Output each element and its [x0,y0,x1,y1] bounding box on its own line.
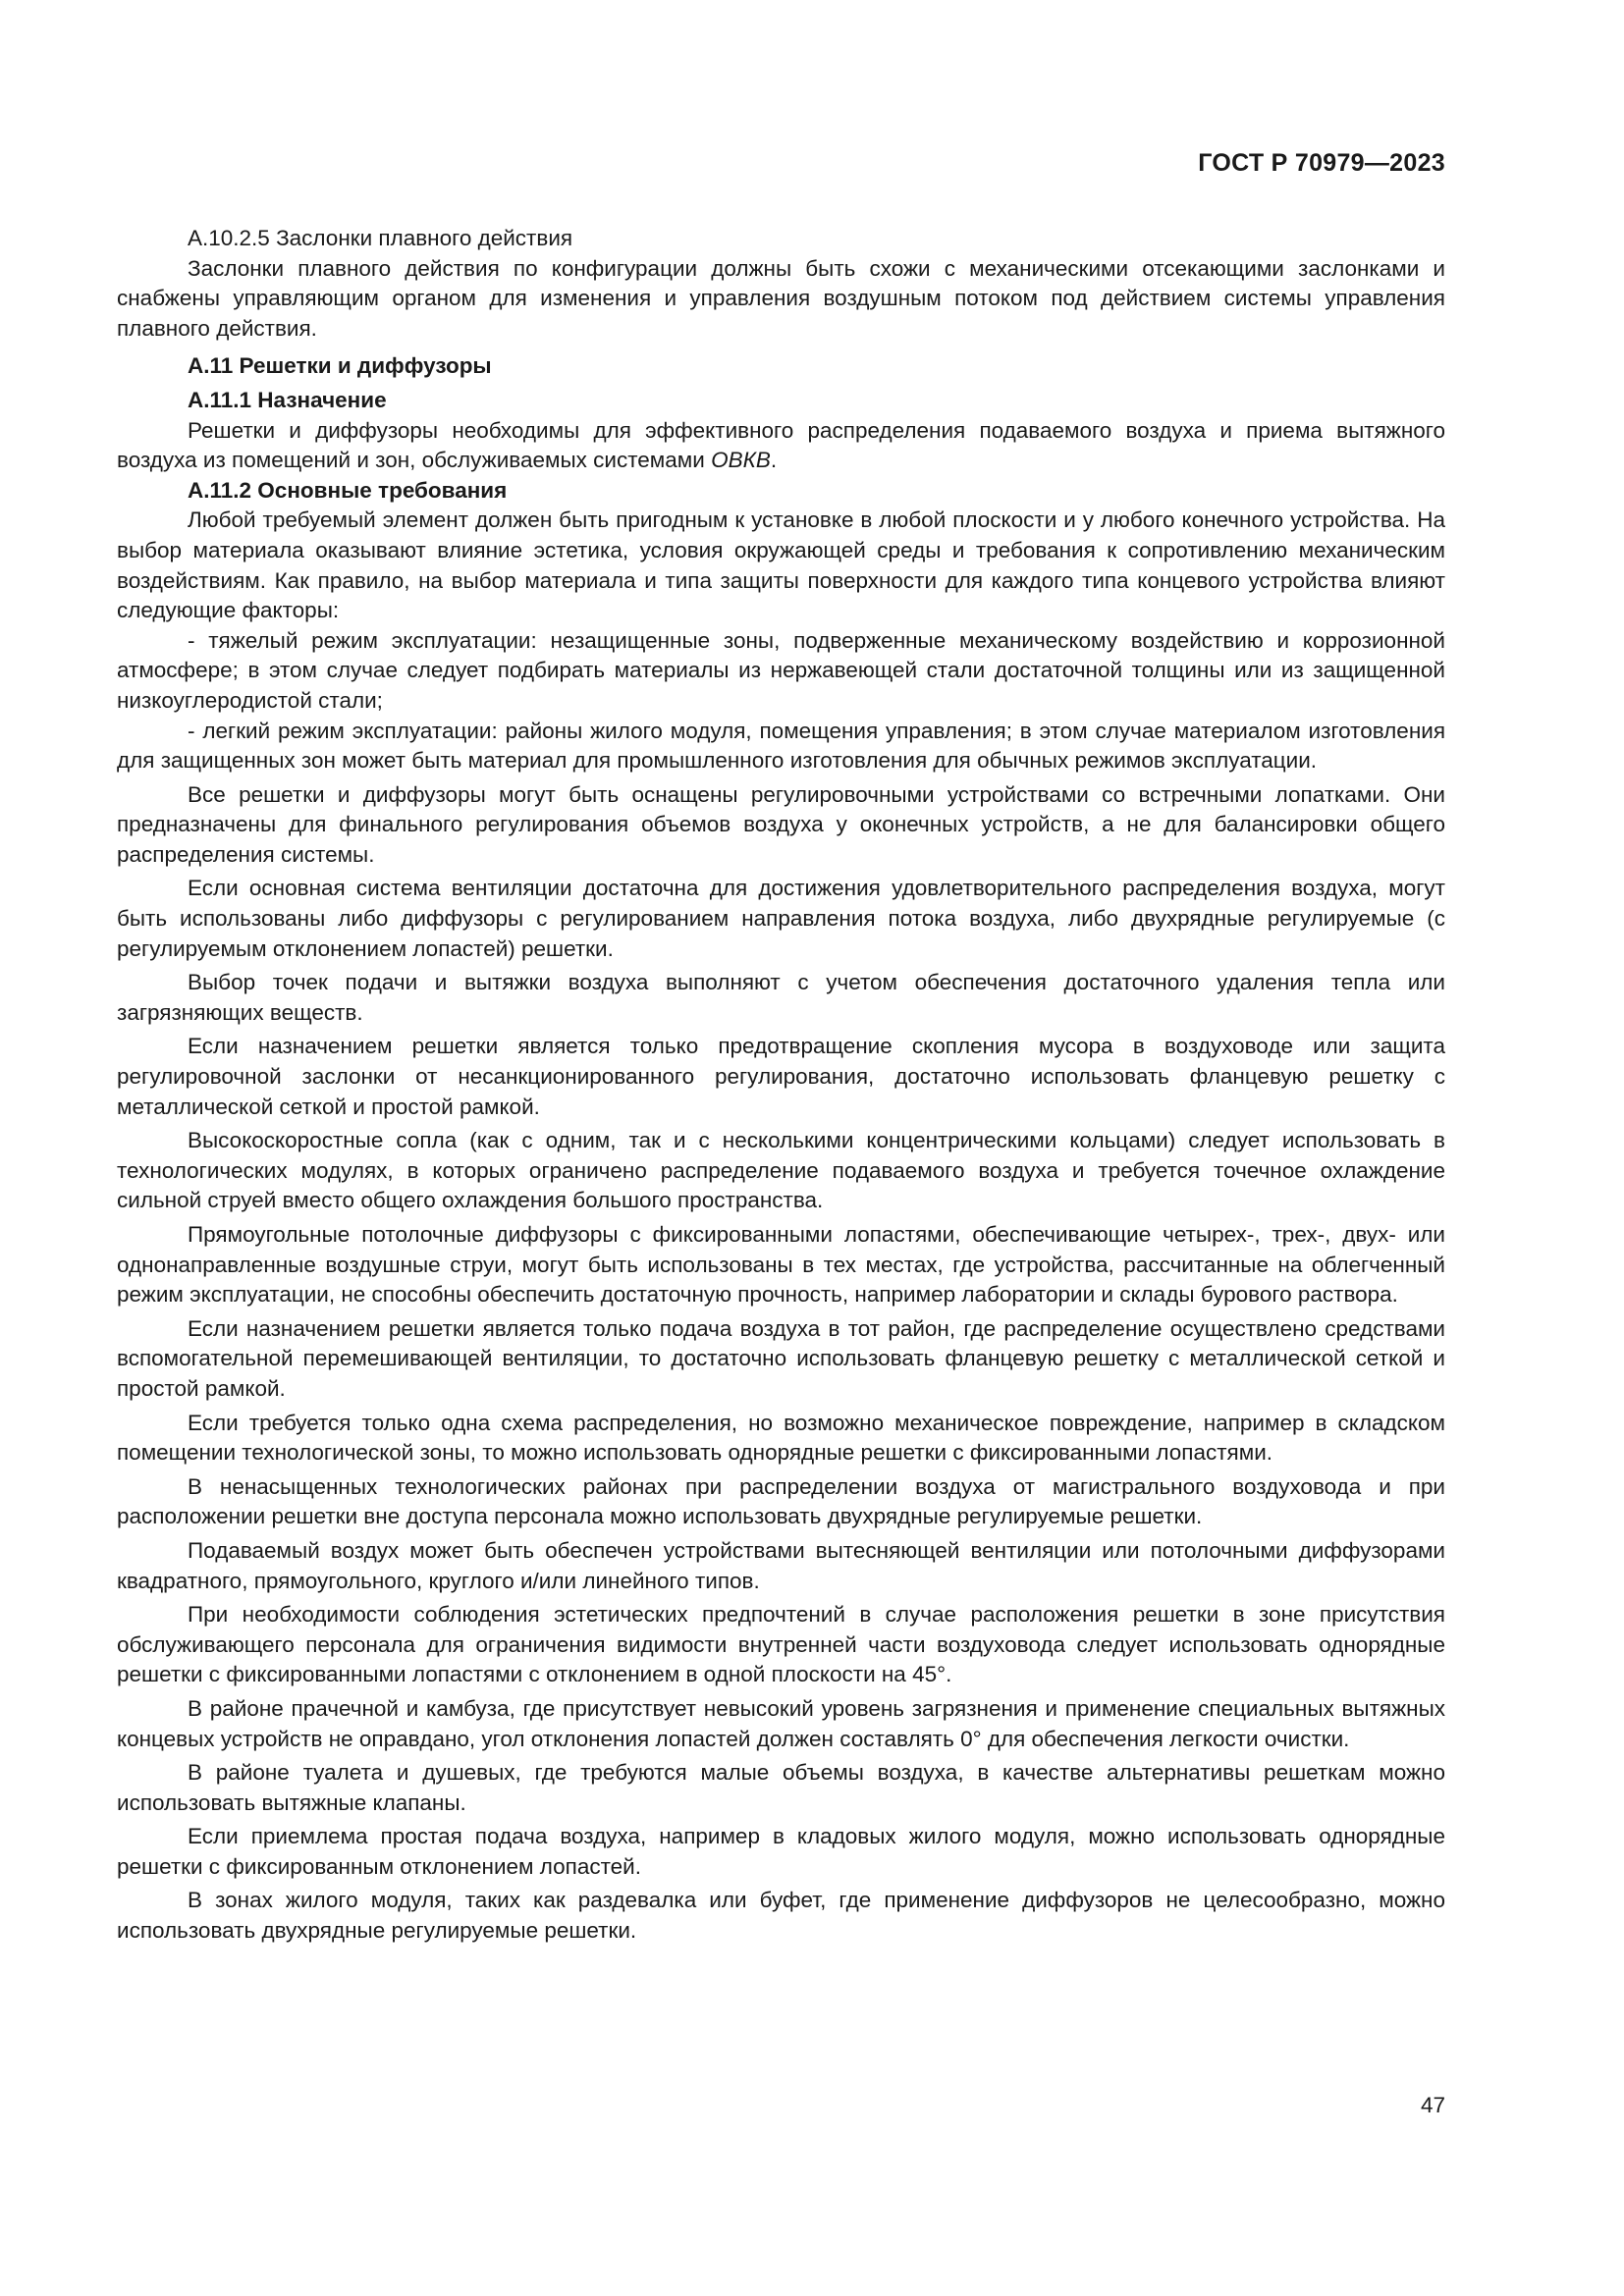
body-paragraph: Подаваемый воздух может быть обеспечен устройствами вытесняющей вентиляции или потолочными диффузорами квадратного, прямоугольного, круглого и/или линейного типов. [117,1537,1445,1593]
body-paragraph: Прямоугольные потолочные диффузоры с фиксированными лопастями, обеспечивающие четырех-, трех-, двух- или однонаправленные воздушные струи, могут быть использованы в тех местах, где устройства, рассчитанные на облегченный режим эксплуатации, не способны обеспечить достаточную прочность, например лаборатории и склады бурового раствора. [117,1222,1445,1308]
clause-a11-1-text-part: Решетки и диффузоры необходимы для эффективного распределения подаваемого воздуха и приема вытяжного воздуха из помещений и зон, обслуживаемых системами [117,417,1445,473]
clause-a10-2-5-heading: А.10.2.5 Заслонки плавного действия [188,226,573,250]
clause-a11-1-heading: А.11.1 Назначение [188,387,387,412]
clause-a11-1-text [117,416,1445,476]
body-paragraph: В районе прачечной и камбуза, где присутствует невысокий уровень загрязнения и применение специальных вытяжных концевых устройств не оправдано, угол отклонения лопастей должен составлять 0° для обеспечения легкости очистки. [117,1695,1445,1751]
body-paragraph: Если назначением решетки является только подача воздуха в тот район, где распределение осуществлено средствами вспомогательной перемешивающей вентиляции, то достаточно использовать фланцевую решетку с металлической сеткой и простой рамкой. [117,1315,1445,1401]
body-paragraph: В зонах жилого модуля, таких как раздевалка или буфет, где применение диффузоров не целесообразно, можно использовать двухрядные регулируемые решетки. [117,1888,1445,1944]
body-paragraph: Любой требуемый элемент должен быть пригодным к установке в любой плоскости и у любого конечного устройства. На выбор материала оказывают влияние эстетика, условия окружающей среды и требования к сопротивлению механическим воздействиям. Как правило, на выбор материала и типа защиты поверхности для каждого типа концевого устройства влияют следующие факторы: [117,507,1445,623]
body-paragraph: Если приемлема простая подача воздуха, например в кладовых жилого модуля, можно использовать однорядные решетки с фиксированным отклонением лопастей. [117,1824,1445,1879]
page-body [117,224,1445,1947]
ovkv-abbreviation: ОВКВ [711,448,771,473]
body-paragraph: В районе туалета и душевых, где требуются малые объемы воздуха, в качестве альтернативы решеткам можно использовать вытяжные клапаны. [117,1760,1445,1815]
body-paragraph: В ненасыщенных технологических районах при распределении воздуха от магистрального воздуховода и при расположении решетки вне доступа персонала можно использовать двухрядные регулируемые решетки. [117,1473,1445,1529]
section-a11-heading: А.11 Решетки и диффузоры [188,353,492,379]
body-paragraph: Выбор точек подачи и вытяжки воздуха выполняют с учетом обеспечения достаточного удаления тепла или загрязняющих веществ. [117,970,1445,1025]
clause-a11-2-heading: А.11.2 Основные требования [188,477,508,503]
page-number: 47 [1420,2093,1445,2117]
body-paragraph: Если требуется только одна схема распределения, но возможно механическое повреждение, например в складском помещении технологической зоны, то можно использовать однорядные решетки с фиксированными лопастями. [117,1410,1445,1466]
body-paragraph: Высокоскоростные сопла (как с одним, так и с несколькими концентрическими кольцами) следует использовать в технологических модулях, в которых ограничено распределение подаваемого воздуха и требуется точечное охлаждение сильной струей вместо общего охлаждения большого пространства. [117,1128,1445,1213]
body-paragraph: Если основная система вентиляции достаточна для достижения удовлетворительного распределения воздуха, могут быть использованы либо диффузоры с регулированием направления потока воздуха, либо двухрядные регулируемые (с регулируемым отклонением лопастей) решетки. [117,876,1445,961]
document-id-header: ГОСТ Р 70979—2023 [1198,149,1445,177]
list-item-light-duty: - легкий режим эксплуатации: районы жилого модуля, помещения управления; в этом случае материалом изготовления для защищенных зон может быть материал для промышленного изготовления для обычных режимов эксплуатации. [117,718,1445,774]
clause-a10-2-5-text: Заслонки плавного действия по конфигурации должны быть схожи с механическими отсекающими заслонками и снабжены управляющим органом для изменения и управления воздушным потоком под действием системы управления плавного действия. [117,255,1445,341]
body-paragraph: При необходимости соблюдения эстетических предпочтений в случае расположения решетки в зоне присутствия обслуживающего персонала для ограничения видимости внутренней части воздуховода следует использовать однорядные решетки с фиксированными лопастями с отклонением в одной плоскости на 45°. [117,1602,1445,1687]
body-paragraph: Если назначением решетки является только предотвращение скопления мусора в воздуховоде или защита регулировочной заслонки от несанкционированного регулирования, достаточно использовать фланцевую решетку с металлической сеткой и простой рамкой. [117,1034,1445,1119]
body-paragraph: Все решетки и диффузоры могут быть оснащены регулировочными устройствами со встречными лопатками. Они предназначены для финального регулирования объемов воздуха у оконечных устройств, а не для балансировки общего распределения системы. [117,781,1445,867]
list-item-heavy-duty: - тяжелый режим эксплуатации: незащищенные зоны, подверженные механическому воздействию и коррозионной атмосфере; в этом случае следует подбирать материалы из нержавеющей стали достаточной толщины или из защищенной низкоуглеродистой стали; [117,627,1445,713]
clause-a11-1-text-end: . [770,448,778,473]
